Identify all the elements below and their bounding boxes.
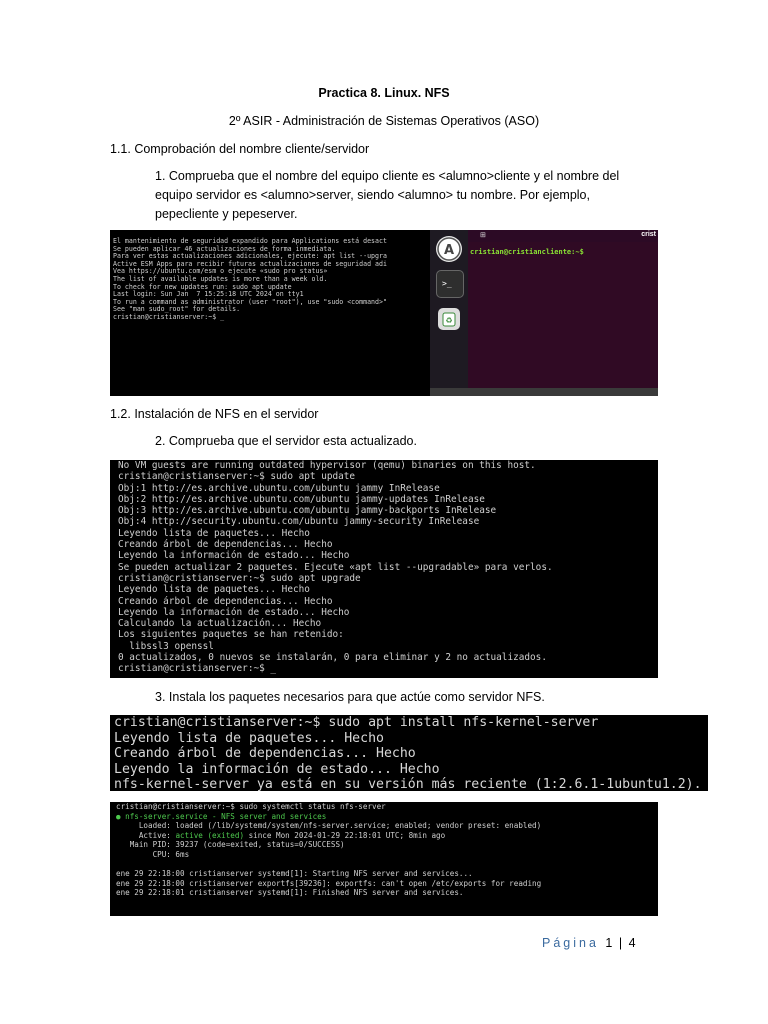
screenshot-apt-update <box>110 460 658 678</box>
scrollbar[interactable] <box>430 388 658 396</box>
console-line: Leyendo lista de paquetes... Hecho <box>118 584 310 596</box>
step-1-line-1: 1. Comprueba que el nombre del equipo cliente es <alumno>cliente y el nombre del <box>155 169 620 183</box>
console-line: Leyendo lista de paquetes... Hecho <box>114 730 384 746</box>
console-line: The list of available updates is more than a week old. <box>113 274 328 283</box>
console-line: El mantenimiento de seguridad expandido para Applications está desact <box>113 237 387 245</box>
console-line: Leyendo la información de estado... Hecho <box>118 606 350 618</box>
step-3-text: 3. Instala los paquetes necesarios para que actúe como servidor NFS. <box>155 690 545 704</box>
console-line: Creando árbol de dependencias... Hecho <box>114 746 416 761</box>
page-footer <box>542 936 636 950</box>
console-line: cristian@cristianserver:~$ sudo systemctl status nfs-server <box>116 802 386 811</box>
section-heading-1-2: 1.2. Instalación de NFS en el servidor <box>110 407 319 421</box>
console-line: Se pueden aplicar 46 actualizaciones de forma inmediata. <box>113 244 336 253</box>
console-line: ene 29 22:18:00 cristianserver systemd[1]: Starting NFS server and services... <box>116 869 473 879</box>
screenshot-nfs-status <box>110 802 658 916</box>
console-line: libssl3 openssl <box>118 640 214 652</box>
console-line: Last login: Sun Jan 7 15:25:18 UTC 2024 on tty1 <box>113 290 304 299</box>
console-line-active <box>116 831 658 841</box>
console-line: Loaded: loaded (/lib/systemd/system/nfs-server.service; enabled; vendor preset: enabled) <box>116 821 542 831</box>
console-line: Active ESM Apps para recibir futuras actualizaciones de seguridad adi <box>113 259 387 268</box>
trash-icon[interactable] <box>438 308 460 330</box>
unit-name: ● nfs-server.service - NFS server and services <box>116 811 327 821</box>
console-line: To run a command as administrator (user "root"), use "sudo <command>" <box>113 297 387 306</box>
console-line: Obj:2 http://es.archive.ubuntu.com/ubuntu jammy-updates InRelease <box>118 493 485 505</box>
dock <box>430 230 468 388</box>
document-title: Practica 8. Linux. NFS <box>318 86 450 100</box>
section-heading-1-1: 1.1. Comprobación del nombre cliente/servidor <box>110 142 370 156</box>
console-line: nfs-kernel-server ya está en su versión más reciente (1:2.6.1-1ubuntu1.2). <box>114 777 702 791</box>
console-line: See "man sudo_root" for details. <box>113 305 241 314</box>
console-line: Creando árbol de dependencias... Hecho <box>118 539 333 551</box>
client-terminal[interactable] <box>468 242 658 388</box>
step-1-text <box>155 167 655 224</box>
active-label: Active: <box>116 830 176 840</box>
client-desktop <box>430 230 658 396</box>
console-line: To check for new updates run: sudo apt update <box>113 282 292 291</box>
console-line: CPU: 6ms <box>116 849 190 859</box>
new-tab-icon[interactable]: ⊞ <box>480 232 486 239</box>
page-label: Página <box>542 936 599 950</box>
console-line: Main PID: 39237 (code=exited, status=0/SUCCESS) <box>116 840 345 850</box>
page-total: 4 <box>628 936 636 950</box>
console-line: Vea https://ubuntu.com/esm o ejecute «sudo pro status» <box>113 267 328 276</box>
console-line: Obj:3 http://es.archive.ubuntu.com/ubuntu jammy-backports InRelease <box>118 505 497 517</box>
console-line: Se pueden actualizar 2 paquetes. Ejecute «apt list --upgradable» para verlos. <box>118 561 553 573</box>
page-number: 1 <box>605 936 613 950</box>
svg-text:♻: ♻ <box>445 316 453 325</box>
step-1-line-3: pepecliente y pepeserver. <box>155 207 298 221</box>
console-line: Leyendo lista de paquetes... Hecho <box>118 527 310 539</box>
ubuntu-software-icon[interactable] <box>436 236 462 262</box>
console-line: Calculando la actualización... Hecho <box>118 618 322 630</box>
terminal-icon[interactable] <box>436 270 464 298</box>
page-separator: | <box>618 936 623 950</box>
console-line: cristian@cristianserver:~$ _ <box>113 312 225 321</box>
document-subtitle: 2º ASIR - Administración de Sistemas Operativos (ASO) <box>228 114 540 128</box>
console-line: Para ver estas actualizaciones adicionales, ejecute: apt list --upgra <box>113 252 387 261</box>
console-line: 0 actualizados, 0 nuevos se instalarán, 0 para eliminar y 2 no actualizados. <box>118 652 547 664</box>
active-state: active (exited) <box>175 830 245 840</box>
console-line: cristian@cristianserver:~$ sudo apt install nfs-kernel-server <box>114 715 599 730</box>
svg-text:A: A <box>443 243 455 258</box>
console-line-blank <box>116 860 658 870</box>
console-line: Leyendo la información de estado... Hecho <box>118 550 350 562</box>
server-console <box>110 230 430 396</box>
console-line: Los siguientes paquetes se han retenido: <box>118 629 344 641</box>
svg-text:>_: >_ <box>442 279 452 288</box>
step-2-text: 2. Comprueba que el servidor esta actualizado. <box>155 434 417 448</box>
client-prompt <box>470 248 584 256</box>
console-line: Obj:4 http://security.ubuntu.com/ubuntu jammy-security InRelease <box>118 516 480 528</box>
console-line: Creando árbol de dependencias... Hecho <box>118 595 333 607</box>
titlebar-text: crist <box>641 231 656 238</box>
console-line: ene 29 22:18:00 cristianserver exportfs[39236]: exportfs: can't open /etc/exports for reading <box>116 878 542 888</box>
console-line: cristian@cristianserver:~$ _ <box>118 663 277 675</box>
console-line: Obj:1 http://es.archive.ubuntu.com/ubuntu jammy InRelease <box>118 482 440 494</box>
console-line-unit <box>116 812 658 822</box>
terminal-titlebar <box>468 230 658 242</box>
console-line: No VM guests are running outdated hypervisor (qemu) binaries on this host. <box>118 460 536 471</box>
prompt-text: cristian@cristiancliente:~$ <box>470 248 584 256</box>
screenshot-hostnames <box>110 230 658 396</box>
active-since: since Mon 2024-01-29 22:18:01 UTC; 8min ago <box>244 830 446 840</box>
step-1-line-2: equipo servidor es <alumno>server, siendo <alumno> tu nombre. Por ejemplo, <box>155 188 590 202</box>
console-line: cristian@cristianserver:~$ sudo apt upgrade <box>118 572 361 584</box>
console-line: ene 29 22:18:01 cristianserver systemd[1]: Finished NFS server and services. <box>116 888 464 898</box>
screenshot-apt-install <box>110 715 708 791</box>
console-line: cristian@cristianserver:~$ sudo apt update <box>118 471 356 483</box>
console-line: Leyendo la información de estado... Hecho <box>114 761 440 777</box>
